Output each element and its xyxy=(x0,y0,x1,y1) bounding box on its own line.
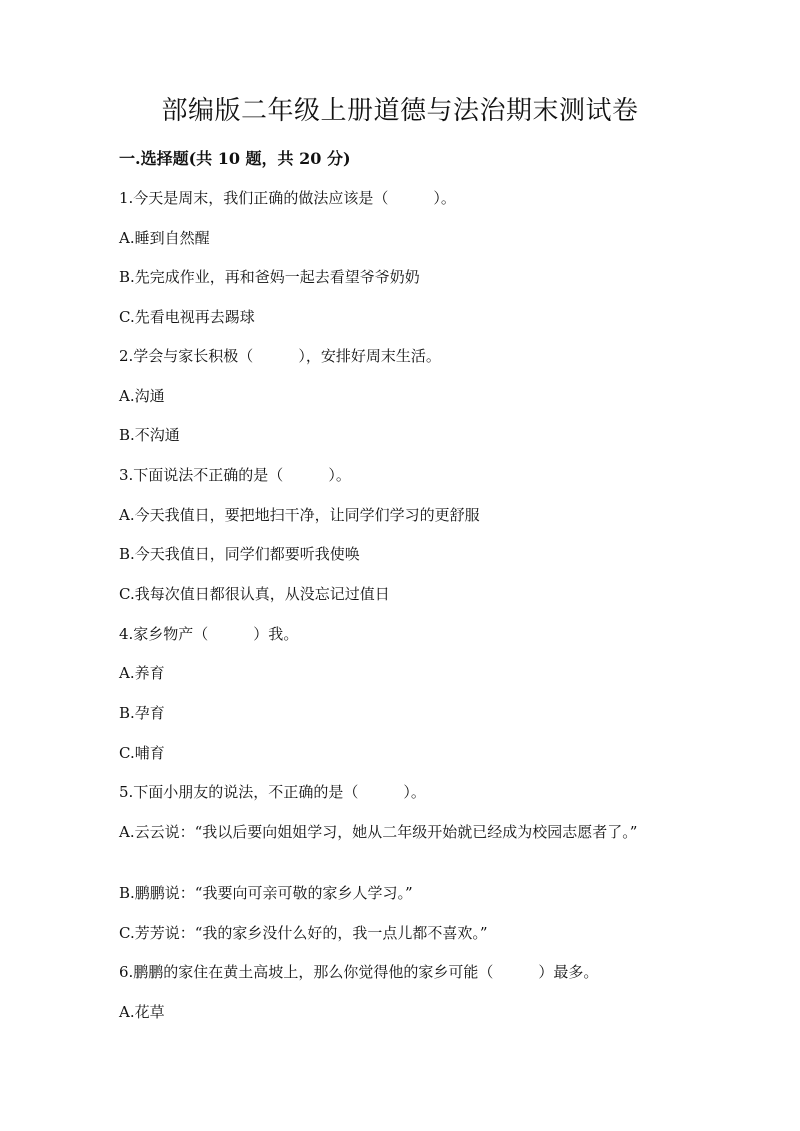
question-3-option-b: B.今天我值日，同学们都要听我使唤 xyxy=(119,545,360,563)
question-5-stem: 5.下面小朋友的说法，不正确的是（ ）。 xyxy=(119,783,426,801)
section-heading: 一.选择题(共 10 题，共 20 分) xyxy=(119,149,351,168)
question-4-option-c: C.哺育 xyxy=(119,744,165,762)
question-4-stem: 4.家乡物产（ ）我。 xyxy=(119,625,299,643)
question-6-stem: 6.鹏鹏的家住在黄土高坡上，那么你觉得他的家乡可能（ ）最多。 xyxy=(119,963,599,981)
question-1-option-c: C.先看电视再去踢球 xyxy=(119,308,255,326)
question-6-option-a: A.花草 xyxy=(119,1003,165,1021)
question-3-option-c: C.我每次值日都很认真，从没忘记过值日 xyxy=(119,585,390,603)
question-3-stem: 3.下面说法不正确的是（ ）。 xyxy=(119,466,351,484)
question-2-option-b: B.不沟通 xyxy=(119,426,180,444)
question-2-option-a: A.沟通 xyxy=(119,387,165,405)
question-5-option-a: A.云云说：“我以后要向姐姐学习，她从二年级开始就已经成为校园志愿者了。” xyxy=(119,823,638,841)
question-4-option-a: A.养育 xyxy=(119,664,165,682)
question-3-option-a: A.今天我值日，要把地扫干净，让同学们学习的更舒服 xyxy=(119,506,480,524)
question-2-stem: 2.学会与家长积极（ ），安排好周末生活。 xyxy=(119,347,441,365)
page-title: 部编版二年级上册道德与法治期末测试卷 xyxy=(161,96,639,126)
question-1-option-a: A.睡到自然醒 xyxy=(119,229,210,247)
question-5-option-c: C.芳芳说：“我的家乡没什么好的，我一点儿都不喜欢。” xyxy=(119,924,488,942)
question-1-option-b: B.先完成作业，再和爸妈一起去看望爷爷奶奶 xyxy=(119,268,420,286)
question-1-stem: 1.今天是周末，我们正确的做法应该是（ ）。 xyxy=(119,189,456,207)
question-4-option-b: B.孕育 xyxy=(119,704,165,722)
question-5-option-b: B.鹏鹏说：“我要向可亲可敬的家乡人学习。” xyxy=(119,884,413,902)
